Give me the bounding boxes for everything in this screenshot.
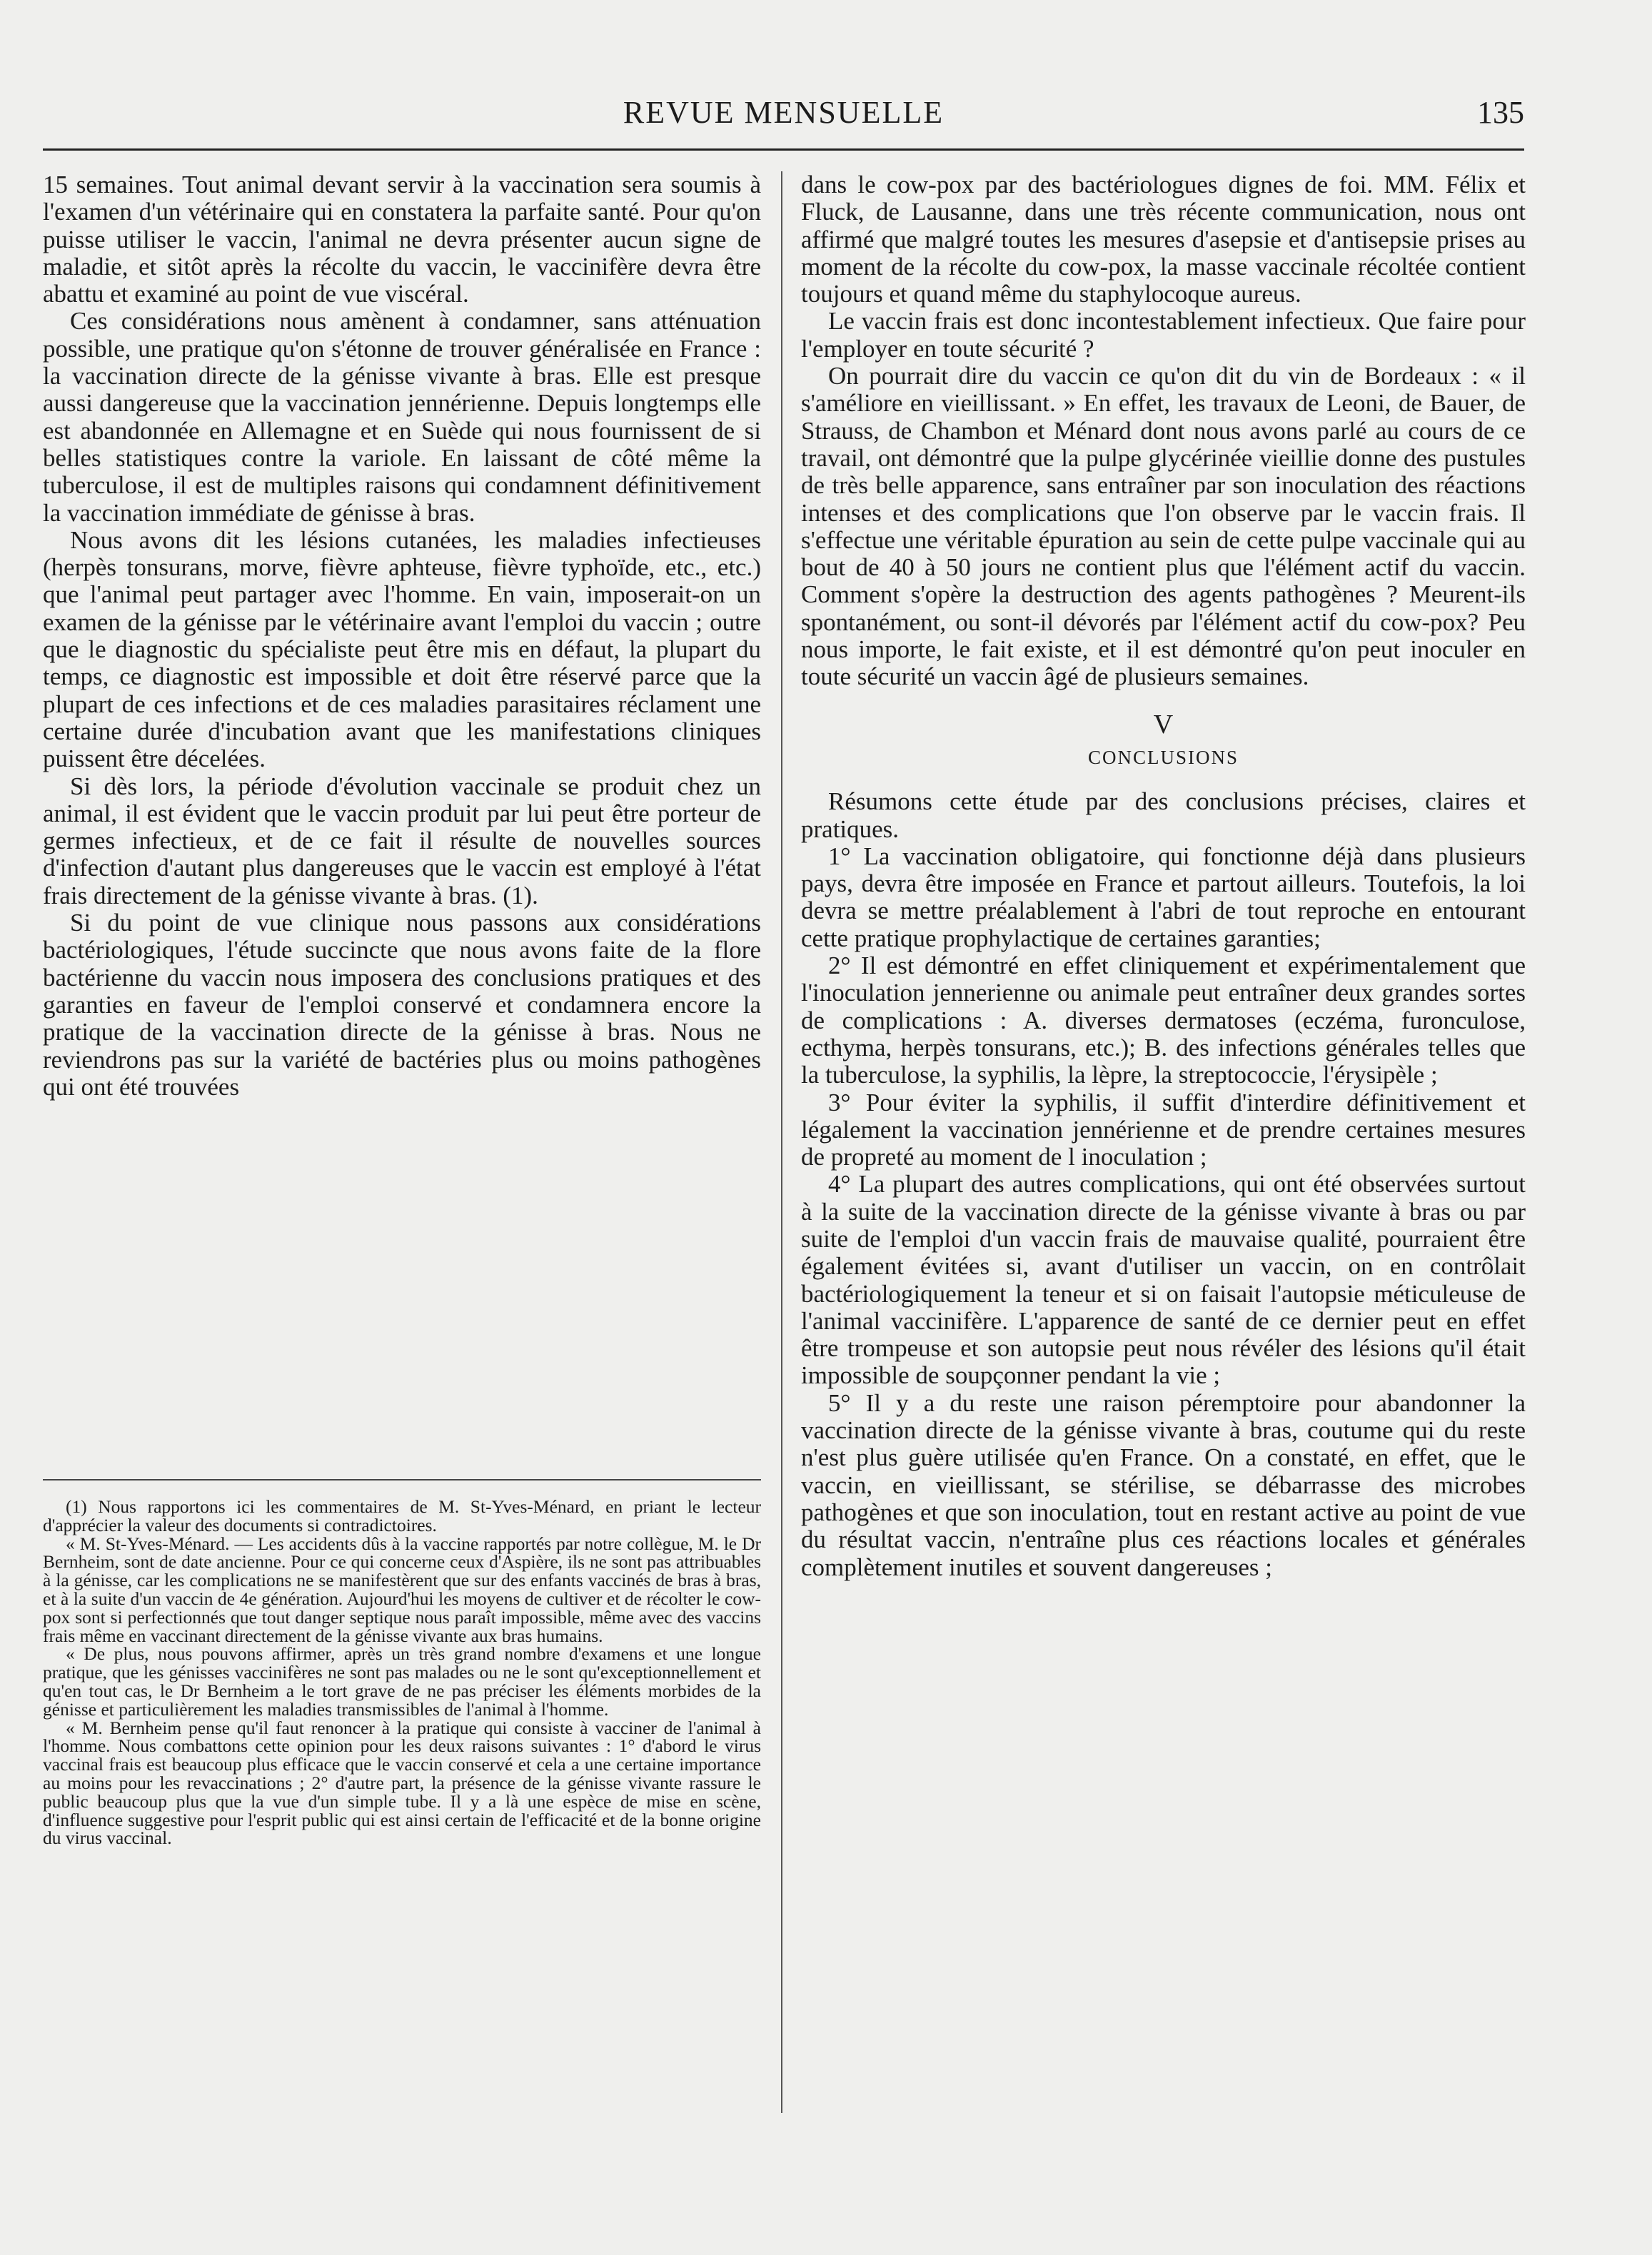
- running-title: REVUE MENSUELLE: [623, 95, 945, 130]
- right-column: [801, 171, 1526, 1581]
- footnote-rule: [43, 1479, 761, 1480]
- body-paragraph: Ces considérations nous amènent à condamner, sans atténuation possible, une pratique qu'on s'étonne de trouver généralisée en France : la vaccination directe de la génisse vivante à bras. Elle est presque aussi dangereuse que la vaccination jennérienne. Depuis longtemps elle est abandonnée en Allemagne et en Suède qui nous fournissent de si belles statistiques contre la variole. En laissant de côté même la tuberculose, il est de multiples raisons qui condamnent définitivement la vaccination immédiate de génisse à bras.: [43, 307, 761, 527]
- running-header: [43, 87, 1524, 137]
- body-paragraph: 15 semaines. Tout animal devant servir à la vaccination sera soumis à l'examen d'un vétérinaire qui en constatera la parfaite santé. Pour qu'on puisse utiliser le vaccin, l'animal ne devra présenter aucun signe de maladie, et sitôt après la récolte du vaccin, le vaccinifère devra être abattu et examiné au point de vue viscéral.: [43, 171, 761, 308]
- conclusion-item: 3° Pour éviter la syphilis, il suffit d'interdire définitivement et légalement la vaccination jennérienne et de prendre certaines mesures de propreté au moment de l inoculation ;: [801, 1088, 1526, 1171]
- header-rule: [43, 148, 1524, 151]
- body-paragraph: Si du point de vue clinique nous passons aux considérations bactériologiques, l'étude succincte que nous avons faite de la flore bactérienne du vaccin nous imposera des conclusions pratiques et des garanties en faveur de l'emploi conservé et condamnera encore la pratique de la vaccination directe de la génisse à bras. Nous ne reviendrons pas sur la variété de bactéries plus ou moins pathogènes qui ont été trouvées: [43, 909, 761, 1101]
- section-title: CONCLUSIONS: [1087, 746, 1239, 768]
- conclusion-item: 4° La plupart des autres complications, qui ont été observées surtout à la suite de la vaccination directe de la génisse vivante à bras ou par suite de l'emploi d'un vaccin frais de mauvaise qualité, pourraient être également évitées si, avant d'utiliser un vaccin, on en contrôlait bactériologiquement la teneur et si on faisait l'autopsie méticuleuse de l'animal vaccinifère. L'apparence de santé de ce dernier peut en effet être trompeuse et son autopsie peut nous révéler des lésions qu'il était impossible de soupçonner pendant la vie ;: [801, 1170, 1526, 1390]
- page-number: 135: [1477, 95, 1524, 130]
- body-paragraph: On pourrait dire du vaccin ce qu'on dit du vin de Bordeaux : « il s'améliore en vieillissant. » En effet, les travaux de Leoni, de Bauer, de Strauss, de Chambon et Ménard dont nous avons parlé au cours de ce travail, ont démontré que la pulpe glycérinée vieillie donne des pustules de très belle apparence, sans entraîner par son inoculation des réactions intenses et des complications que l'on observe par le vaccin frais. Il s'effectue une véritable épuration au sein de cette pulpe vaccinale qui au bout de 40 à 50 jours ne contient plus que l'élément actif du vaccin. Comment s'opère la destruction des agents pathogènes ? Meurent-ils spontanément, ou sont-il dévorés par l'élément actif du cow-pox? Peu nous importe, le fait existe, et il est démontré qu'on peut inoculer en toute sécurité un vaccin âgé de plusieurs semaines.: [801, 362, 1526, 691]
- footnote-paragraph: « De plus, nous pouvons affirmer, après un très grand nombre d'examens et une longue pratique, que les génisses vaccinifères ne sont pas malades ou ne le sont qu'exceptionnellement et qu'en tout cas, le Dr Bernheim a le tort grave de ne pas préciser les éléments morbides de la génisse et particulièrement les maladies transmissibles de l'animal à l'homme.: [43, 1643, 761, 1720]
- conclusion-item: 2° Il est démontré en effet cliniquement et expérimentalement que l'inoculation jennerienne ou animale peut entraîner deux grandes sortes de complications : A. diverses dermatoses (eczéma, furonculose, ecthyma, herpès tonsurans, etc.); B. des infections générales telles que la tuberculose, la syphilis, la lèpre, la streptococcie, l'érysipèle ;: [801, 952, 1526, 1089]
- footnote-paragraph: « M. St-Yves-Ménard. — Les accidents dûs à la vaccine rapportés par notre collègue, M. le Dr Bernheim, sont de date ancienne. Pour ce qui concerne ceux d'Aspière, ils ne sont pas attribuables à la génisse, car les complications ne se manifestèrent que sur des enfants vaccinés de bras à bras, et à la suite d'un vaccin de 4e génération. Aujourd'hui les moyens de cultiver et de récolter le cow-pox sont si perfectionnés que tout danger septique nous paraît impossible, même avec des vaccins frais même en vaccinant directement de la génisse vivante aux bras humains.: [43, 1533, 761, 1646]
- left-column: [43, 171, 761, 1101]
- footnotes: [43, 1498, 761, 1847]
- section-number: V: [1153, 709, 1174, 740]
- body-paragraph: Le vaccin frais est donc incontestablement infectieux. Que faire pour l'employer en toute sécurité ?: [801, 307, 1526, 363]
- footnote-paragraph: « M. Bernheim pense qu'il faut renoncer à la pratique qui consiste à vacciner de l'animal à l'homme. Nous combattons cette opinion pour les deux raisons suivantes : 1° d'abord le virus vaccinal frais est beaucoup plus efficace que le vaccin conservé et cela a une certaine importance au moins pour les revaccinations ; 2° d'autre part, la présence de la génisse vivante rassure le public beaucoup plus que la vue d'un simple tube. Il y a là une espèce de mise en scène, d'influence suggestive pour l'esprit public qui est ainsi certain de l'efficacité et de la bonne origine du virus vaccinal.: [43, 1717, 761, 1849]
- body-paragraph: dans le cow-pox par des bactériologues dignes de foi. MM. Félix et Fluck, de Lausanne, dans une très récente communication, nous ont affirmé que malgré toutes les mesures d'asepsie et d'antisepsie prises au moment de la récolte du cow-pox, la masse vaccinale récoltée contient toujours et quand même du staphylocoque aureus.: [801, 171, 1526, 308]
- body-paragraph: Nous avons dit les lésions cutanées, les maladies infectieuses (herpès tonsurans, morve, fièvre aphteuse, fièvre typhoïde, etc., etc.) que l'animal peut partager avec l'homme. En vain, imposerait-on un examen de la génisse par le vétérinaire avant l'emploi du vaccin ; outre que le diagnostic du spécialiste peut être mis en défaut, la plupart du temps, ce diagnostic est impossible et doit être réservé parce que la plupart de ces infections et de ces maladies parasitaires réclament une certaine durée d'incubation avant que les manifestations cliniques puissent être décelées.: [43, 525, 761, 773]
- conclusion-item: 1° La vaccination obligatoire, qui fonctionne déjà dans plusieurs pays, devra être imposée en France et partout ailleurs. Toutefois, la loi devra se mettre préalablement à l'abri de tout reproche en entourant cette pratique prophylactique de certaines garanties;: [801, 842, 1526, 952]
- column-divider: [781, 171, 782, 2113]
- conclusion-item: 5° Il y a du reste une raison péremptoire pour abandonner la vaccination directe de la génisse vivante à bras, coutume qui du reste n'est plus guère utilisée qu'en France. On a constaté, en effet, que le vaccin, en vieillissant, se stérilise, se débarrasse des microbes pathogènes et que son inoculation, tout en restant active au point de vue du résultat vaccin, n'entraîne plus ces réactions locales et générales complètement inutiles et souvent dangereuses ;: [801, 1388, 1526, 1581]
- footnote-paragraph: (1) Nous rapportons ici les commentaires de M. St-Yves-Ménard, en priant le lecteur d'apprécier la valeur des documents si contradictoires.: [43, 1496, 761, 1535]
- body-paragraph: Si dès lors, la période d'évolution vaccinale se produit chez un animal, il est évident que le vaccin produit par lui peut être porteur de germes infectieux, et de ce fait il résulte de nouvelles sources d'infection d'autant plus dangereuses que le vaccin est employé à l'état frais directement de la génisse vivante à bras. (1).: [43, 772, 761, 909]
- body-paragraph: Résumons cette étude par des conclusions précises, claires et pratiques.: [801, 787, 1526, 843]
